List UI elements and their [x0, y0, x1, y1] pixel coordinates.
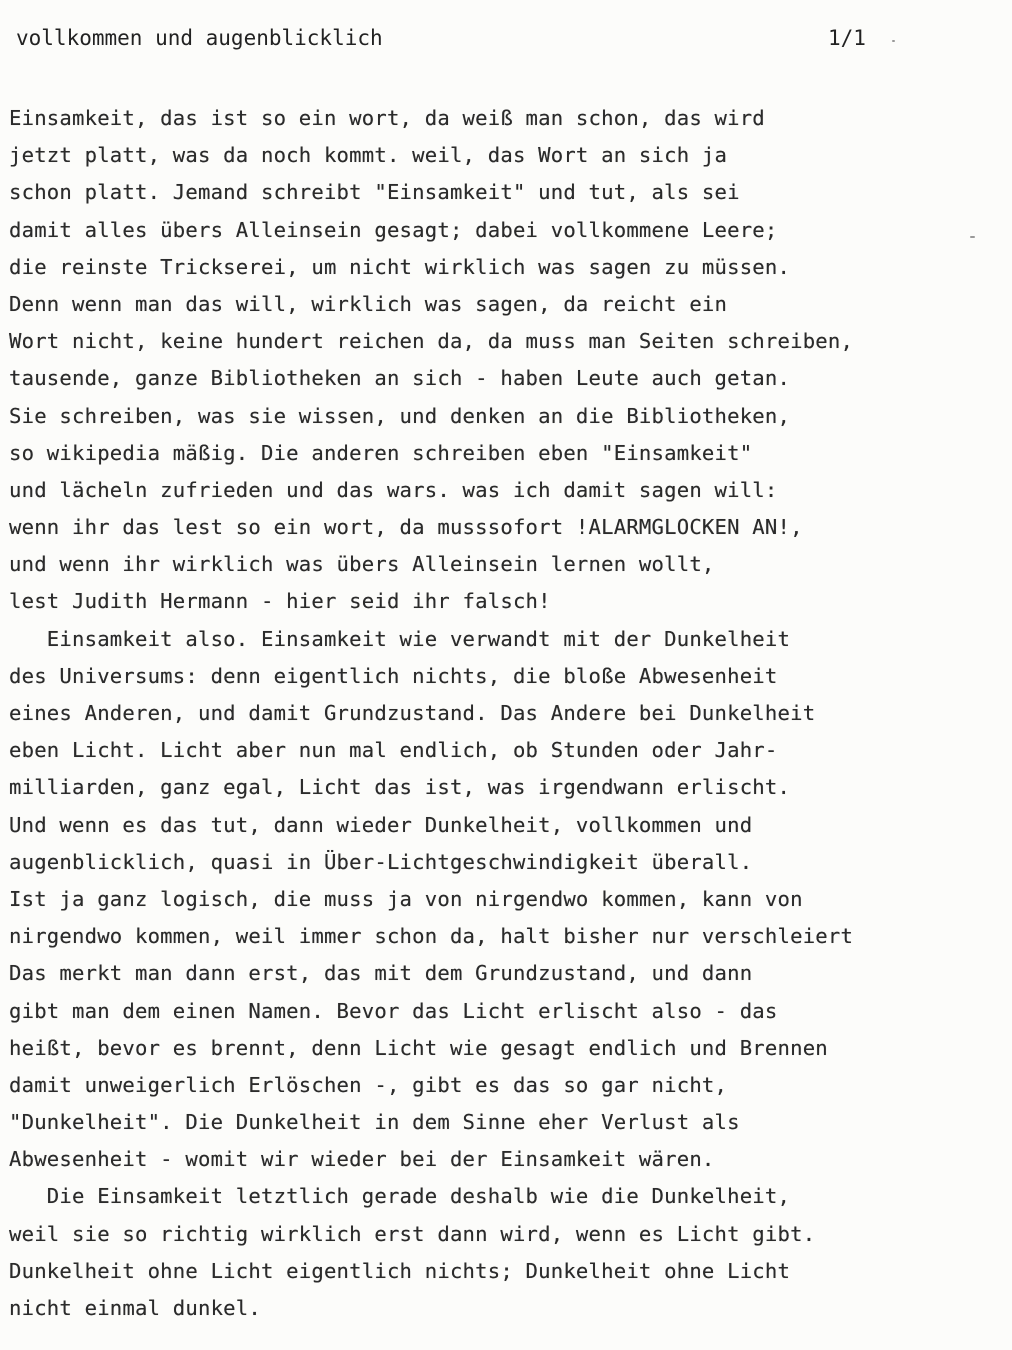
text-line: und lächeln zufrieden und das wars. was ich damit sagen will:	[9, 477, 778, 502]
text-line: Dunkelheit ohne Licht eigentlich nichts; Dunkelheit ohne Licht	[9, 1258, 791, 1283]
text-line: nirgendwo kommen, weil immer schon da, halt bisher nur verschleiert	[9, 924, 854, 949]
text-line: Einsamkeit, das ist so ein wort, da weiß man schon, das wird	[9, 106, 765, 130]
text-line: gibt man dem einen Namen. Bevor das Licht erlischt also - das	[9, 998, 778, 1023]
text-line: Denn wenn man das will, wirklich was sagen, da reicht ein	[9, 291, 728, 316]
paper-speck	[892, 40, 895, 42]
text-line: eben Licht. Licht aber nun mal endlich, ob Stunden oder Jahr-	[9, 738, 778, 763]
text-line: "Dunkelheit". Die Dunkelheit in dem Sinne eher Verlust als	[9, 1110, 740, 1135]
page-header	[16, 22, 876, 54]
text-line: eines Anderen, und damit Grundzustand. Das Andere bei Dunkelheit	[9, 701, 816, 725]
text-line: schon platt. Jemand schreibt "Einsamkeit" und tut, als sei	[9, 180, 740, 205]
text-line: heißt, bevor es brennt, denn Licht wie gesagt endlich und Brennen	[9, 1035, 828, 1060]
text-line: und wenn ihr wirklich was übers Alleinsein lernen wollt,	[9, 552, 715, 577]
page-number: 1/1	[828, 26, 866, 50]
text-line: Abwesenheit - womit wir wieder bei der Einsamkeit wären.	[9, 1147, 715, 1172]
text-line: Sie schreiben, was sie wissen, und denken an die Bibliotheken,	[9, 403, 791, 428]
text-line: lest Judith Hermann - hier seid ihr falsch!	[9, 589, 551, 614]
text-line: jetzt platt, was da noch kommt. weil, das Wort an sich ja	[9, 143, 728, 168]
text-line: die reinste Trickserei, um nicht wirklich was sagen zu müssen.	[9, 254, 791, 279]
text-line: so wikipedia mäßig. Die anderen schreiben eben "Einsamkeit"	[9, 440, 753, 465]
text-line: weil sie so richtig wirklich erst dann wird, wenn es Licht gibt.	[9, 1221, 816, 1246]
text-line: Und wenn es das tut, dann wieder Dunkelheit, vollkommen und	[9, 812, 753, 837]
text-line: tausende, ganze Bibliotheken an sich - haben Leute auch getan.	[9, 366, 791, 391]
document-title: vollkommen und augenblicklich	[16, 26, 383, 50]
text-line: des Universums: denn eigentlich nichts, die bloße Abwesenheit	[9, 663, 778, 688]
text-line: wenn ihr das lest so ein wort, da musssofort !ALARMGLOCKEN AN!,	[9, 515, 803, 540]
text-line: damit alles übers Alleinsein gesagt; dabei vollkommene Leere;	[9, 217, 778, 242]
text-line: damit unweigerlich Erlöschen -, gibt es das so gar nicht,	[9, 1072, 728, 1097]
paragraph-start-line: Die Einsamkeit letztlich gerade deshalb wie die Dunkelheit,	[9, 1184, 791, 1209]
text-line: Das merkt man dann erst, das mit dem Grundzustand, und dann	[9, 961, 753, 986]
text-line: nicht einmal dunkel.	[9, 1296, 261, 1320]
text-line: Ist ja ganz logisch, die muss ja von nirgendwo kommen, kann von	[9, 886, 803, 911]
paragraph-start-line: Einsamkeit also. Einsamkeit wie verwandt mit der Dunkelheit	[9, 626, 791, 651]
document-body	[9, 100, 1009, 1327]
text-line: milliarden, ganz egal, Licht das ist, was irgendwann erlischt.	[9, 775, 791, 800]
paper-speck	[970, 236, 975, 238]
text-line: Wort nicht, keine hundert reichen da, da muss man Seiten schreiben,	[9, 329, 854, 354]
text-line: augenblicklich, quasi in Über-Lichtgeschwindigkeit überall.	[9, 849, 753, 874]
